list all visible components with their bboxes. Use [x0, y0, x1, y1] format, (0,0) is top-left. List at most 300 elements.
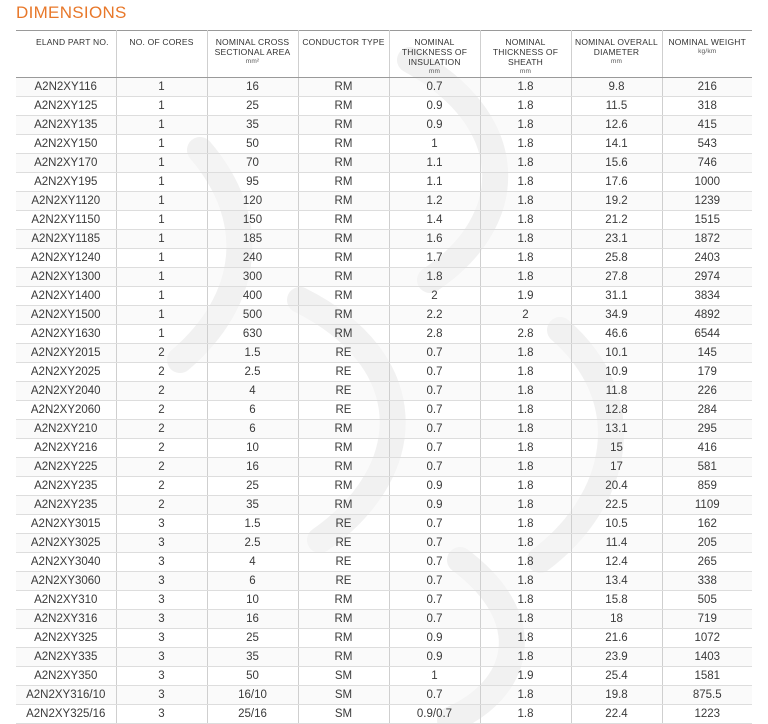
column-header-label: NOMINAL THICKNESS OF SHEATH: [492, 37, 559, 67]
column-header-unit: mm²: [245, 58, 260, 65]
cell-conductor-type: RE: [298, 515, 389, 534]
cell-sheath-thickness: 1.8: [480, 401, 571, 420]
cell-cross-section: 400: [207, 287, 298, 306]
cell-part-no: A2N2XY1120: [16, 192, 116, 211]
cell-cross-section: 95: [207, 173, 298, 192]
cell-weight: 162: [662, 515, 752, 534]
table-row: [16, 401, 752, 420]
table-row: [16, 268, 752, 287]
cell-overall-diameter: 34.9: [571, 306, 662, 325]
cell-cores: 3: [116, 610, 207, 629]
cell-overall-diameter: 46.6: [571, 325, 662, 344]
table-row: [16, 572, 752, 591]
cell-cross-section: 35: [207, 648, 298, 667]
column-header-overall-diameter: [571, 31, 662, 78]
cell-cross-section: 70: [207, 154, 298, 173]
cell-overall-diameter: 13.1: [571, 420, 662, 439]
cell-cores: 3: [116, 515, 207, 534]
cell-overall-diameter: 31.1: [571, 287, 662, 306]
cell-part-no: A2N2XY1240: [16, 249, 116, 268]
cell-cross-section: 300: [207, 268, 298, 287]
cell-cores: 2: [116, 458, 207, 477]
cell-part-no: A2N2XY2040: [16, 382, 116, 401]
cell-insulation-thickness: 0.7: [389, 458, 480, 477]
cell-cores: 2: [116, 382, 207, 401]
cell-part-no: A2N2XY1400: [16, 287, 116, 306]
cell-conductor-type: RM: [298, 306, 389, 325]
cell-weight: 543: [662, 135, 752, 154]
cell-part-no: A2N2XY2060: [16, 401, 116, 420]
cell-cross-section: 6: [207, 420, 298, 439]
cell-sheath-thickness: 1.8: [480, 78, 571, 97]
cell-insulation-thickness: 0.9: [389, 648, 480, 667]
cell-insulation-thickness: 0.7: [389, 515, 480, 534]
column-header-label: CONDUCTOR TYPE: [302, 37, 385, 47]
cell-sheath-thickness: 2.8: [480, 325, 571, 344]
cell-cores: 3: [116, 553, 207, 572]
table-row: [16, 496, 752, 515]
cell-cores: 1: [116, 268, 207, 287]
table-row: [16, 705, 752, 724]
cell-weight: 859: [662, 477, 752, 496]
cell-cross-section: 2.5: [207, 363, 298, 382]
cell-insulation-thickness: 1.1: [389, 173, 480, 192]
cell-overall-diameter: 17.6: [571, 173, 662, 192]
cell-weight: 318: [662, 97, 752, 116]
page-title: DIMENSIONS: [16, 3, 127, 22]
cell-sheath-thickness: 1.8: [480, 230, 571, 249]
cell-conductor-type: RE: [298, 572, 389, 591]
cell-sheath-thickness: 1.8: [480, 515, 571, 534]
cell-weight: 1000: [662, 173, 752, 192]
cell-part-no: A2N2XY2015: [16, 344, 116, 363]
cell-overall-diameter: 12.8: [571, 401, 662, 420]
cell-weight: 1239: [662, 192, 752, 211]
cell-sheath-thickness: 1.8: [480, 648, 571, 667]
table-row: [16, 325, 752, 344]
cell-insulation-thickness: 0.9: [389, 629, 480, 648]
cell-cross-section: 185: [207, 230, 298, 249]
cell-insulation-thickness: 0.7: [389, 534, 480, 553]
cell-cross-section: 240: [207, 249, 298, 268]
cell-part-no: A2N2XY235: [16, 477, 116, 496]
column-header-part-no: [16, 31, 116, 78]
table-row: [16, 173, 752, 192]
cell-cross-section: 16/10: [207, 686, 298, 705]
cell-insulation-thickness: 1.2: [389, 192, 480, 211]
cell-insulation-thickness: 0.7: [389, 420, 480, 439]
column-header-label: NOMINAL OVERALL DIAMETER: [575, 37, 658, 57]
cell-overall-diameter: 22.5: [571, 496, 662, 515]
table-row: [16, 230, 752, 249]
cell-insulation-thickness: 0.7: [389, 344, 480, 363]
cell-weight: 581: [662, 458, 752, 477]
cell-conductor-type: RM: [298, 610, 389, 629]
cell-weight: 1515: [662, 211, 752, 230]
cell-cores: 1: [116, 192, 207, 211]
cell-cross-section: 1.5: [207, 515, 298, 534]
cell-conductor-type: RM: [298, 591, 389, 610]
cell-cores: 3: [116, 686, 207, 705]
cell-insulation-thickness: 1: [389, 135, 480, 154]
cell-weight: 1223: [662, 705, 752, 724]
cell-conductor-type: RM: [298, 439, 389, 458]
column-header-weight: [662, 31, 752, 78]
cell-insulation-thickness: 0.9/0.7: [389, 705, 480, 724]
cell-sheath-thickness: 1.8: [480, 553, 571, 572]
cell-cross-section: 16: [207, 610, 298, 629]
cell-part-no: A2N2XY150: [16, 135, 116, 154]
cell-cores: 2: [116, 401, 207, 420]
dimensions-table: [16, 30, 752, 724]
cell-cross-section: 25: [207, 477, 298, 496]
table-row: [16, 667, 752, 686]
cell-cores: 1: [116, 154, 207, 173]
cell-conductor-type: RM: [298, 78, 389, 97]
table-row: [16, 648, 752, 667]
cell-insulation-thickness: 0.7: [389, 610, 480, 629]
cell-cores: 3: [116, 648, 207, 667]
cell-conductor-type: RM: [298, 192, 389, 211]
cell-sheath-thickness: 1.8: [480, 249, 571, 268]
cell-conductor-type: RM: [298, 496, 389, 515]
cell-insulation-thickness: 0.7: [389, 591, 480, 610]
cell-weight: 416: [662, 439, 752, 458]
cell-cores: 1: [116, 306, 207, 325]
table-row: [16, 116, 752, 135]
cell-weight: 1109: [662, 496, 752, 515]
table-row: [16, 458, 752, 477]
cell-weight: 226: [662, 382, 752, 401]
cell-weight: 265: [662, 553, 752, 572]
cell-cores: 1: [116, 78, 207, 97]
cell-part-no: A2N2XY350: [16, 667, 116, 686]
cell-weight: 875.5: [662, 686, 752, 705]
cell-sheath-thickness: 1.8: [480, 135, 571, 154]
cell-insulation-thickness: 2.8: [389, 325, 480, 344]
cell-conductor-type: RM: [298, 648, 389, 667]
table-row: [16, 420, 752, 439]
cell-insulation-thickness: 0.7: [389, 553, 480, 572]
cell-cross-section: 1.5: [207, 344, 298, 363]
cell-cores: 1: [116, 135, 207, 154]
cell-sheath-thickness: 1.8: [480, 591, 571, 610]
cell-overall-diameter: 11.4: [571, 534, 662, 553]
cell-part-no: A2N2XY170: [16, 154, 116, 173]
cell-weight: 505: [662, 591, 752, 610]
table-row: [16, 610, 752, 629]
cell-part-no: A2N2XY3040: [16, 553, 116, 572]
cell-overall-diameter: 17: [571, 458, 662, 477]
cell-overall-diameter: 19.8: [571, 686, 662, 705]
column-header-label: NO. OF CORES: [129, 37, 194, 47]
table-body: [16, 78, 752, 724]
cell-sheath-thickness: 1.8: [480, 629, 571, 648]
cell-insulation-thickness: 0.7: [389, 78, 480, 97]
cell-weight: 415: [662, 116, 752, 135]
cell-sheath-thickness: 1.8: [480, 572, 571, 591]
table-row: [16, 344, 752, 363]
table-row: [16, 515, 752, 534]
cell-sheath-thickness: 1.9: [480, 667, 571, 686]
cell-insulation-thickness: 0.9: [389, 116, 480, 135]
cell-cross-section: 10: [207, 439, 298, 458]
table-row: [16, 211, 752, 230]
cell-overall-diameter: 10.1: [571, 344, 662, 363]
cell-conductor-type: RM: [298, 116, 389, 135]
cell-weight: 1581: [662, 667, 752, 686]
cell-sheath-thickness: 1.8: [480, 534, 571, 553]
cell-cross-section: 630: [207, 325, 298, 344]
cell-cores: 3: [116, 534, 207, 553]
cell-conductor-type: RM: [298, 230, 389, 249]
cell-cross-section: 16: [207, 78, 298, 97]
cell-overall-diameter: 25.8: [571, 249, 662, 268]
cell-overall-diameter: 11.5: [571, 97, 662, 116]
cell-cores: 1: [116, 116, 207, 135]
cell-cross-section: 50: [207, 135, 298, 154]
cell-insulation-thickness: 0.9: [389, 496, 480, 515]
cell-sheath-thickness: 1.8: [480, 420, 571, 439]
cell-overall-diameter: 11.8: [571, 382, 662, 401]
table-row: [16, 439, 752, 458]
cell-conductor-type: RM: [298, 135, 389, 154]
cell-insulation-thickness: 0.7: [389, 572, 480, 591]
cell-overall-diameter: 21.6: [571, 629, 662, 648]
cell-conductor-type: RM: [298, 249, 389, 268]
cell-overall-diameter: 12.6: [571, 116, 662, 135]
cell-cross-section: 4: [207, 553, 298, 572]
cell-sheath-thickness: 1.8: [480, 705, 571, 724]
table-row: [16, 192, 752, 211]
cell-weight: 179: [662, 363, 752, 382]
cell-sheath-thickness: 1.8: [480, 268, 571, 287]
column-header-label: NOMINAL THICKNESS OF INSULATION: [401, 37, 468, 67]
column-header-unit: mm: [610, 58, 623, 65]
cell-insulation-thickness: 2: [389, 287, 480, 306]
cell-overall-diameter: 10.9: [571, 363, 662, 382]
cell-weight: 205: [662, 534, 752, 553]
table-header-row: [16, 31, 752, 78]
cell-sheath-thickness: 1.8: [480, 173, 571, 192]
cell-sheath-thickness: 1.8: [480, 439, 571, 458]
cell-sheath-thickness: 1.8: [480, 477, 571, 496]
cell-insulation-thickness: 1.7: [389, 249, 480, 268]
cell-sheath-thickness: 1.8: [480, 363, 571, 382]
cell-overall-diameter: 18: [571, 610, 662, 629]
cell-cores: 2: [116, 363, 207, 382]
table-row: [16, 553, 752, 572]
cell-cross-section: 16: [207, 458, 298, 477]
cell-weight: 1403: [662, 648, 752, 667]
cell-part-no: A2N2XY316: [16, 610, 116, 629]
column-header-sheath-thickness: [480, 31, 571, 78]
cell-cores: 1: [116, 230, 207, 249]
cell-cores: 1: [116, 97, 207, 116]
cell-cores: 3: [116, 705, 207, 724]
cell-sheath-thickness: 1.8: [480, 97, 571, 116]
cell-part-no: A2N2XY216: [16, 439, 116, 458]
cell-insulation-thickness: 1: [389, 667, 480, 686]
cell-overall-diameter: 25.4: [571, 667, 662, 686]
column-header-label: NOMINAL CROSS SECTIONAL AREA: [214, 37, 291, 57]
cell-insulation-thickness: 1.4: [389, 211, 480, 230]
cell-weight: 3834: [662, 287, 752, 306]
cell-part-no: A2N2XY3015: [16, 515, 116, 534]
cell-cross-section: 25/16: [207, 705, 298, 724]
cell-overall-diameter: 20.4: [571, 477, 662, 496]
cell-cross-section: 6: [207, 572, 298, 591]
cell-sheath-thickness: 2: [480, 306, 571, 325]
cell-conductor-type: SM: [298, 667, 389, 686]
cell-weight: 719: [662, 610, 752, 629]
cell-conductor-type: RM: [298, 420, 389, 439]
table-row: [16, 477, 752, 496]
cell-cross-section: 50: [207, 667, 298, 686]
cell-overall-diameter: 14.1: [571, 135, 662, 154]
cell-cross-section: 25: [207, 629, 298, 648]
cell-overall-diameter: 23.1: [571, 230, 662, 249]
cell-conductor-type: SM: [298, 686, 389, 705]
cell-part-no: A2N2XY195: [16, 173, 116, 192]
cell-conductor-type: RM: [298, 629, 389, 648]
cell-part-no: A2N2XY310: [16, 591, 116, 610]
cell-insulation-thickness: 0.9: [389, 477, 480, 496]
cell-cross-section: 500: [207, 306, 298, 325]
cell-part-no: A2N2XY335: [16, 648, 116, 667]
cell-cores: 3: [116, 591, 207, 610]
cell-part-no: A2N2XY3025: [16, 534, 116, 553]
cell-cross-section: 4: [207, 382, 298, 401]
cell-weight: 145: [662, 344, 752, 363]
cell-insulation-thickness: 0.7: [389, 439, 480, 458]
cell-part-no: A2N2XY235: [16, 496, 116, 515]
cell-sheath-thickness: 1.8: [480, 211, 571, 230]
cell-weight: 216: [662, 78, 752, 97]
cell-weight: 6544: [662, 325, 752, 344]
cell-part-no: A2N2XY135: [16, 116, 116, 135]
cell-conductor-type: RM: [298, 97, 389, 116]
cell-conductor-type: RM: [298, 211, 389, 230]
cell-cores: 2: [116, 477, 207, 496]
cell-conductor-type: RE: [298, 344, 389, 363]
cell-weight: 1872: [662, 230, 752, 249]
cell-weight: 295: [662, 420, 752, 439]
cell-part-no: A2N2XY1150: [16, 211, 116, 230]
cell-overall-diameter: 15.8: [571, 591, 662, 610]
cell-cross-section: 2.5: [207, 534, 298, 553]
cell-overall-diameter: 10.5: [571, 515, 662, 534]
cell-part-no: A2N2XY3060: [16, 572, 116, 591]
cell-cross-section: 10: [207, 591, 298, 610]
cell-insulation-thickness: 0.9: [389, 97, 480, 116]
cell-overall-diameter: 13.4: [571, 572, 662, 591]
cell-sheath-thickness: 1.8: [480, 116, 571, 135]
cell-weight: 1072: [662, 629, 752, 648]
cell-conductor-type: RE: [298, 401, 389, 420]
cell-weight: 338: [662, 572, 752, 591]
cell-overall-diameter: 27.8: [571, 268, 662, 287]
cell-insulation-thickness: 2.2: [389, 306, 480, 325]
cell-part-no: A2N2XY225: [16, 458, 116, 477]
cell-part-no: A2N2XY1630: [16, 325, 116, 344]
cell-cross-section: 25: [207, 97, 298, 116]
cell-cores: 1: [116, 325, 207, 344]
cell-sheath-thickness: 1.8: [480, 496, 571, 515]
cell-overall-diameter: 9.8: [571, 78, 662, 97]
table-row: [16, 287, 752, 306]
cell-conductor-type: RE: [298, 553, 389, 572]
table-row: [16, 97, 752, 116]
cell-cores: 3: [116, 629, 207, 648]
cell-cross-section: 35: [207, 116, 298, 135]
cell-part-no: A2N2XY116: [16, 78, 116, 97]
table-row: [16, 249, 752, 268]
cell-conductor-type: RE: [298, 534, 389, 553]
table-row: [16, 154, 752, 173]
cell-insulation-thickness: 0.7: [389, 382, 480, 401]
cell-cores: 2: [116, 420, 207, 439]
cell-overall-diameter: 12.4: [571, 553, 662, 572]
cell-conductor-type: RM: [298, 268, 389, 287]
cell-sheath-thickness: 1.8: [480, 154, 571, 173]
cell-cores: 1: [116, 249, 207, 268]
cell-insulation-thickness: 0.7: [389, 401, 480, 420]
cell-overall-diameter: 15.6: [571, 154, 662, 173]
cell-part-no: A2N2XY1300: [16, 268, 116, 287]
cell-conductor-type: RE: [298, 382, 389, 401]
cell-conductor-type: RM: [298, 458, 389, 477]
cell-part-no: A2N2XY1185: [16, 230, 116, 249]
cell-cores: 1: [116, 287, 207, 306]
table-row: [16, 629, 752, 648]
cell-part-no: A2N2XY2025: [16, 363, 116, 382]
cell-cores: 3: [116, 667, 207, 686]
cell-insulation-thickness: 1.6: [389, 230, 480, 249]
cell-cores: 2: [116, 439, 207, 458]
column-header-label: ELAND PART NO.: [36, 37, 109, 47]
cell-part-no: A2N2XY210: [16, 420, 116, 439]
cell-conductor-type: RM: [298, 154, 389, 173]
cell-part-no: A2N2XY316/10: [16, 686, 116, 705]
column-header-conductor-type: [298, 31, 389, 78]
column-header-unit: mm: [428, 68, 441, 75]
cell-sheath-thickness: 1.9: [480, 287, 571, 306]
cell-weight: 2403: [662, 249, 752, 268]
table-row: [16, 306, 752, 325]
cell-overall-diameter: 15: [571, 439, 662, 458]
cell-cores: 2: [116, 344, 207, 363]
cell-part-no: A2N2XY325/16: [16, 705, 116, 724]
cell-weight: 746: [662, 154, 752, 173]
column-header-unit: kg/km: [698, 48, 717, 55]
cell-conductor-type: RM: [298, 477, 389, 496]
table-row: [16, 78, 752, 97]
cell-weight: 2974: [662, 268, 752, 287]
cell-weight: 4892: [662, 306, 752, 325]
column-header-insulation-thickness: [389, 31, 480, 78]
cell-part-no: A2N2XY125: [16, 97, 116, 116]
cell-insulation-thickness: 1.1: [389, 154, 480, 173]
table-row: [16, 591, 752, 610]
cell-cross-section: 150: [207, 211, 298, 230]
cell-sheath-thickness: 1.8: [480, 458, 571, 477]
cell-overall-diameter: 19.2: [571, 192, 662, 211]
cell-conductor-type: RM: [298, 287, 389, 306]
cell-part-no: A2N2XY1500: [16, 306, 116, 325]
column-header-unit: mm: [519, 68, 532, 75]
table-row: [16, 382, 752, 401]
